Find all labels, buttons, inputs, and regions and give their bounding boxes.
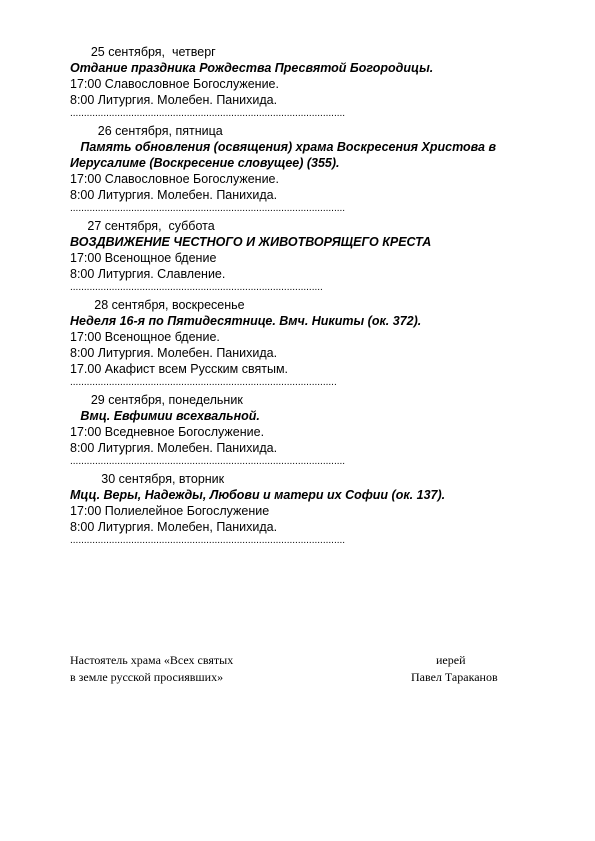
service-line: 8:00 Литургия. Молебен. Панихида. [70,93,278,107]
rector-title-line2: в земле русской просиявших» [70,670,224,684]
day-entry [70,123,570,215]
day-entry [70,44,570,120]
feast-title: Отдание праздника Рождества Пресвятой Богородицы. [70,61,434,75]
schedule [70,44,570,550]
feast-title: Мцц. Веры, Надежды, Любови и матери их Софии (ок. 137). [70,488,446,502]
day-date: 29 сентября, понедельник [70,393,243,407]
day-date: 26 сентября, пятница [70,124,223,138]
day-date: 30 сентября, вторник [70,472,225,486]
service-line: 17:00 Славословное Богослужение. [70,172,279,186]
service-line: 8:00 Литургия. Молебен. Панихида. [70,346,278,360]
rector-title [70,652,233,686]
day-entry [70,218,570,294]
feast-title: Вмц. Евфимии всехвальной. [70,409,260,423]
day-entry [70,392,570,468]
service-line: 17:00 Полиелейное Богослужение [70,504,270,518]
dotted-separator: ................................................................................................ [70,377,337,388]
day-date: 28 сентября, воскресенье [70,298,245,312]
dotted-separator: ........................................................................................... [70,282,323,293]
service-line: 8:00 Литургия. Молебен. Панихида. [70,188,278,202]
day-entry [70,297,570,389]
service-line: 17.00 Акафист всем Русским святым. [70,362,289,376]
service-line: 17:00 Вседневное Богослужение. [70,425,265,439]
signatory-name: Павел Тараканов [411,670,498,684]
dotted-separator: ................................................................................................... [70,535,346,546]
day-date: 27 сентября, суббота [70,219,215,233]
day-entry [70,471,570,547]
service-line: 17:00 Славословное Богослужение. [70,77,279,91]
service-line: 8:00 Литургия. Славление. [70,267,226,281]
rector-title-line1: Настоятель храма «Всех святых [70,653,234,667]
service-line: 8:00 Литургия. Молебен, Панихида. [70,520,278,534]
dotted-separator: ................................................................................................... [70,456,346,467]
dotted-separator: ................................................................................................... [70,203,346,214]
feast-title: Память обновления (освящения) храма Воскресения Христова в Иерусалиме (Воскресение словущее) (355). [70,140,500,170]
feast-title: ВОЗДВИЖЕНИЕ ЧЕСТНОГО И ЖИВОТВОРЯЩЕГО КРЕСТА [70,235,432,249]
feast-title: Неделя 16-я по Пятидесятнице. Вмч. Никиты (ок. 372). [70,314,422,328]
rank-label: иерей [436,653,466,667]
service-line: 17:00 Всенощное бдение. [70,330,220,344]
dotted-separator: ................................................................................................... [70,108,346,119]
day-date: 25 сентября, четверг [70,45,216,59]
service-line: 17:00 Всенощное бдение [70,251,217,265]
service-line: 8:00 Литургия. Молебен. Панихида. [70,441,278,455]
